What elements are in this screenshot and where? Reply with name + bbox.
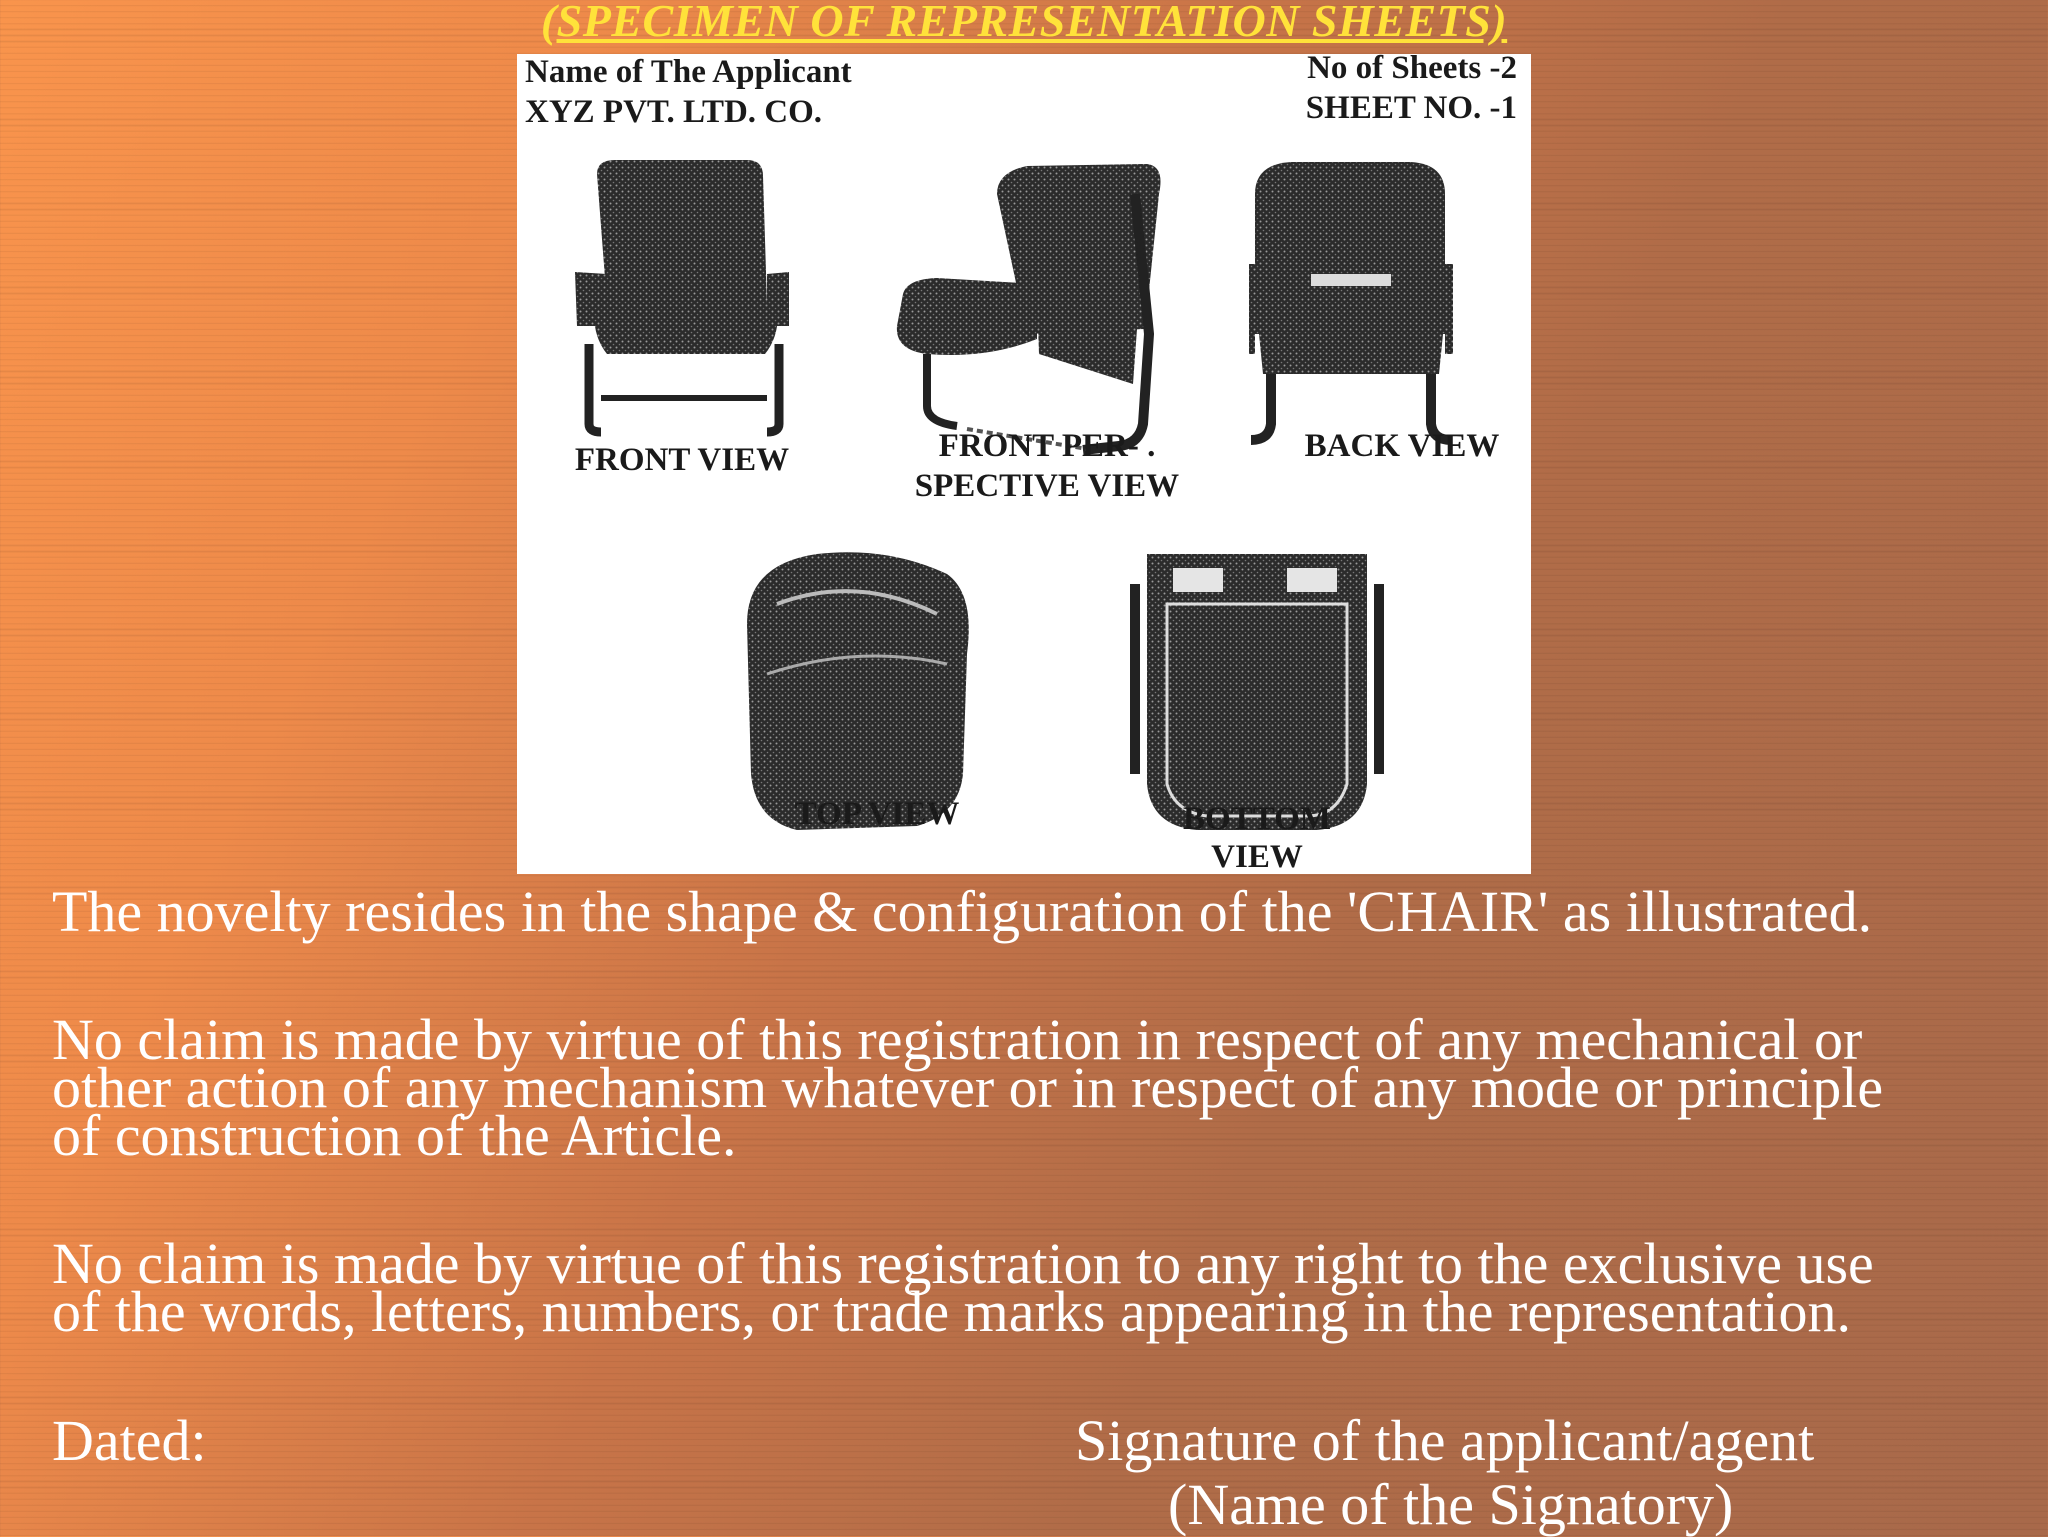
chair-front-view: [567, 154, 797, 454]
caption-bottom-view: BOTTOM VIEW: [1183, 801, 1331, 874]
applicant-name: XYZ PVT. LTD. CO.: [525, 94, 823, 130]
chair-back-view: [1241, 154, 1461, 454]
mechanism-disclaimer: No claim is made by virtue of this registration in respect of any mechanical or other action of any mechanism whatever or in respect of any mode or principle of construction of the Article.: [52, 1007, 1884, 1168]
caption-front-perspective-view: FRONT PER- . SPECTIVE VIEW: [914, 428, 1180, 504]
caption-back-view: BACK VIEW: [1304, 428, 1500, 464]
trademark-disclaimer: No claim is made by virtue of this registration to any right to the exclusive use of the words, letters, numbers, or trade marks appearing in the representation.: [52, 1231, 1874, 1344]
signatory-name-label: (Name of the Signatory): [1168, 1472, 1734, 1537]
representation-sheet: [517, 54, 1531, 874]
novelty-statement: The novelty resides in the shape & configuration of the 'CHAIR' as illustrated.: [52, 879, 1873, 944]
chair-bottom-view: [1127, 544, 1387, 844]
sheets-count: No of Sheets -2: [1307, 54, 1517, 86]
applicant-label: Name of The Applicant: [525, 54, 852, 90]
caption-top-view: TOP VIEW: [794, 796, 960, 832]
caption-front-view: FRONT VIEW: [574, 442, 790, 478]
sheet-number: SHEET NO. -1: [1305, 90, 1517, 126]
dated-label: Dated:: [52, 1408, 207, 1473]
page-title: (SPECIMEN OF REPRESENTATION SHEETS): [540, 0, 1508, 46]
signature-label: Signature of the applicant/agent: [1075, 1408, 1815, 1473]
